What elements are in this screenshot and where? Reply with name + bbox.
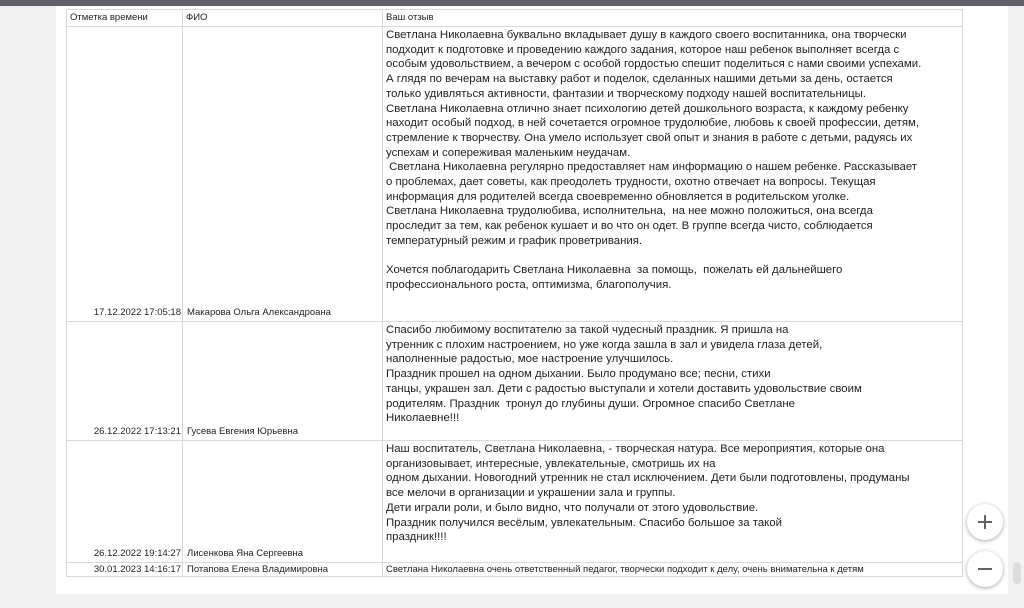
timestamp-cell[interactable]: 26.12.2022 17:13:21: [67, 322, 183, 441]
header-name: ФИО: [183, 10, 383, 27]
review-cell[interactable]: Светлана Николаевна буквально вкладывает душу в каждого своего воспитанника, она творчески подходит к подготовке и проведению каждого задания, которое наш ребенок выполняет всегда с особым удовольствием, а вечером с особой гордостью спешит поделиться с нами своими успехами. А глядя по вечерам на выставку работ и поделок, сделанных нашими детьми за день, остается только удивляться активности, фантазии и творческому подходу нашей воспитательницы. Светлана Николаевна отлично знает психологию детей дошкольного возраста, к каждому ребенку находит особый подход, в ней сочетается огромное трудолюбие, любовь к своей профессии, детям, стремление к творчеству. Она умело использует свой опыт и знания в работе с детьми, радуясь их успехам и сопереживая маленьким неудачам. Светлана Николаевна регулярно предоставляет нам информацию о нашем ребенке. Рассказывает о проблемах, дает советы, как преодолеть трудности, охотно отвечает на вопросы. Текущая информация для родителей всегда своевременно обновляется в родительском уголке. Светлана Николаевна трудолюбива, исполнительна, на нее можно положиться, она всегда проследит за тем, как ребенок кушает и во что он одет. В группе всегда чисто, соблюдается температурный режим и график проветривания. Хочется поблагодарить Светлана Николаевна за помощь, пожелать ей дальнейшего профессионального роста, оптимизма, благополучия.: [383, 27, 963, 322]
review-cell[interactable]: Наш воспитатель, Светлана Николаевна, - творческая натура. Все мероприятия, которые она организовывает, интересные, увлекательные, смотришь их на одном дыхании. Новогодний утренник не стал исключением. Дети были подготовлены, продуманы все мелочи в организации и украшении зала и группы. Дети играли роли, и было видно, что получали от этого удовольствие. Праздник получился весёлым, увлекательным. Спасибо большое за такой праздник!!!!: [383, 441, 963, 563]
table-row: [67, 322, 963, 441]
timestamp-cell[interactable]: 17.12.2022 17:05:18: [67, 27, 183, 322]
plus-icon: [977, 514, 993, 530]
spreadsheet-page: [56, 6, 1008, 594]
timestamp-cell[interactable]: 30.01.2023 14:16:17: [67, 563, 183, 577]
minus-icon: [977, 561, 993, 577]
vertical-scrollbar[interactable]: [1013, 562, 1021, 584]
zoom-out-button[interactable]: [967, 551, 1003, 587]
name-cell[interactable]: Лисенкова Яна Сергеевна: [183, 441, 383, 563]
header-timestamp: Отметка времени: [67, 10, 183, 27]
header-review: Ваш отзыв: [383, 10, 963, 27]
table-row: [67, 27, 963, 322]
bottom-strip: [0, 594, 1024, 608]
table-row: [67, 441, 963, 563]
review-cell[interactable]: Светлана Николаевна очень ответственный педагог, творчески подходит к делу, очень внимательна к детям: [383, 563, 963, 577]
timestamp-cell[interactable]: 26.12.2022 19:14:27: [67, 441, 183, 563]
review-cell[interactable]: Спасибо любимому воспитателю за такой чудесный праздник. Я пришла на утренник с плохим настроением, но уже когда зашла в зал и увидела глаза детей, наполненные радостью, мое настроение улучшилось. Праздник прошел на одном дыхании. Было продумано все; песни, стихи танцы, украшен зал. Дети с радостью выступали и хотели доставить удовольствие своим родителям. Праздник тронул до глубины души. Огромное спасибо Светлане Николаевне!!!: [383, 322, 963, 441]
table-header-row: [67, 10, 963, 27]
name-cell[interactable]: Потапова Елена Владимировна: [183, 563, 383, 577]
zoom-in-button[interactable]: [967, 504, 1003, 540]
name-cell[interactable]: Макарова Ольга Александроана: [183, 27, 383, 322]
responses-table: [66, 9, 963, 577]
table-row: [67, 563, 963, 577]
name-cell[interactable]: Гусева Евгения Юрьевна: [183, 322, 383, 441]
